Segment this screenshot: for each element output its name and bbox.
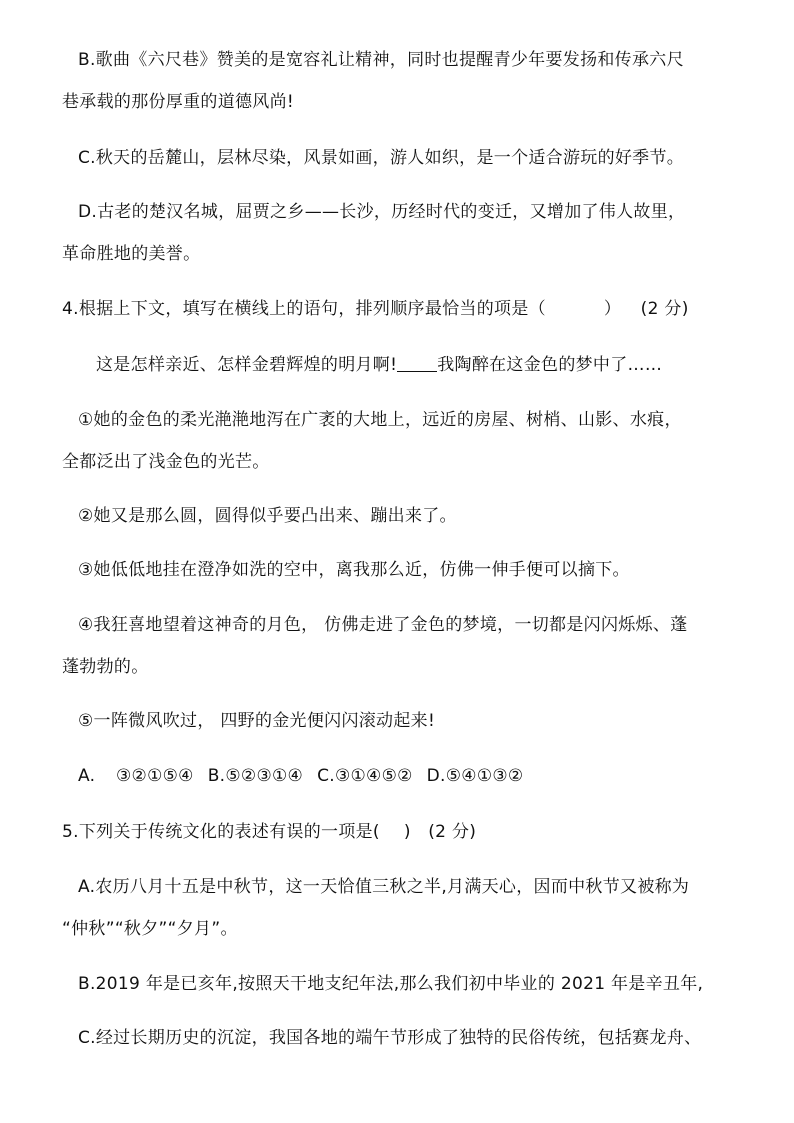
q5-score: (2 分)	[428, 822, 477, 842]
q5-stem-text: 5.下列关于传统文化的表述有误的一项是(	[62, 822, 380, 842]
q4-passage-before: 这是怎样亲近、怎样金碧辉煌的明月啊!	[96, 355, 398, 375]
q4-sentence-5: ⑤一阵微风吹过， 四野的金光便闪闪滚动起来!	[78, 711, 436, 731]
q4-option-d: D.⑤④①③②	[426, 766, 524, 786]
q5-option-c: C.经过长期历史的沉淀，我国各地的端午节形成了独特的民俗传统，包括赛龙舟、	[78, 1028, 702, 1048]
q5-option-b: B.2019 年是已亥年,按照天干地支纪年法,那么我们初中毕业的 2021 年是辛丑年,	[78, 974, 704, 994]
q4-passage-blank	[397, 355, 437, 372]
q4-score: (2 分)	[640, 299, 689, 319]
q4-sentence-1-line2: 全都泛出了浅金色的光芒。	[62, 452, 270, 472]
q4-option-b: B.⑤②③①④	[207, 766, 304, 786]
q5-stem	[62, 820, 476, 844]
q3-option-c: C.秋天的岳麓山，层林尽染，风景如画，游人如织，是一个适合游玩的好季节。	[78, 148, 685, 168]
q4-sentence-1-line1: ①她的金色的柔光滟滟地泻在广袤的大地上，远近的房屋、树梢、山影、水痕，	[78, 410, 682, 430]
q5-option-a-line1: A.农历八月十五是中秋节，这一天恰值三秋之半,月满天心，因而中秋节又被称为	[78, 877, 690, 897]
q4-sentence-2: ②她又是那么圆，圆得似乎要凸出来、蹦出来了。	[78, 506, 457, 526]
q4-passage	[96, 353, 662, 377]
q4-option-a-label: A.	[78, 766, 96, 786]
q4-sentence-3: ③她低低地挂在澄净如洗的空中，离我那么近，仿佛一伸手便可以摘下。	[78, 560, 630, 580]
q4-options	[78, 764, 537, 788]
q3-option-d-line2: 革命胜地的美誉。	[62, 244, 201, 264]
q3-option-d-line1: D.古老的楚汉名城，屈贾之乡——长沙，历经时代的变迁，又增加了伟人故里，	[78, 202, 686, 222]
q4-stem	[62, 297, 689, 321]
q4-stem-close: ）	[603, 299, 622, 319]
q3-option-b-line1: B.歌曲《六尺巷》赞美的是宽容礼让精神，同时也提醒青少年要发扬和传承六尺	[78, 50, 684, 70]
q4-sentence-4-line2: 蓬勃勃的。	[62, 657, 149, 677]
q4-option-a: ③②①⑤④	[116, 766, 194, 786]
q4-option-c: C.③①④⑤②	[317, 766, 413, 786]
q3-option-b-line2: 巷承载的那份厚重的道德风尚!	[62, 92, 295, 112]
q5-option-a-line2: “仲秋”“秋夕”“夕月”。	[62, 919, 238, 939]
q5-stem-close: )	[403, 822, 411, 842]
q4-sentence-4-line1: ④我狂喜地望着这神奇的月色， 仿佛走进了金色的梦境，一切都是闪闪烁烁、蓬	[78, 615, 688, 635]
q4-passage-after: 我陶醉在这金色的梦中了……	[437, 355, 663, 375]
q4-stem-text: 4.根据上下文，填写在横线上的语句，排列顺序最恰当的项是（	[62, 299, 546, 319]
